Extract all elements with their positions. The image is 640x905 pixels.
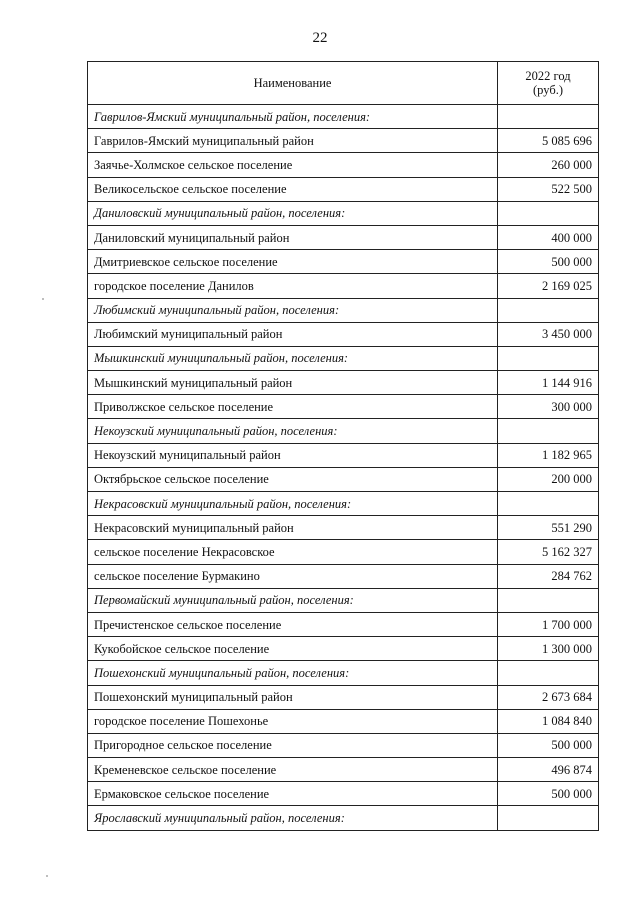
amount-cell: 1 182 965 bbox=[498, 443, 599, 467]
settlement-name-cell: Некоузский муниципальный район bbox=[88, 443, 498, 467]
settlement-name-cell: Заячье-Холмское сельское поселение bbox=[88, 153, 498, 177]
district-name-cell: Любимский муниципальный район, поселения: bbox=[88, 298, 498, 322]
settlement-name-cell: Некрасовский муниципальный район bbox=[88, 516, 498, 540]
table-row bbox=[88, 758, 599, 782]
amount-cell: 2 169 025 bbox=[498, 274, 599, 298]
amount-cell: 400 000 bbox=[498, 225, 599, 249]
amount-cell: 500 000 bbox=[498, 733, 599, 757]
amount-cell: 1 144 916 bbox=[498, 371, 599, 395]
column-header-name: Наименование bbox=[88, 62, 498, 105]
district-header-row bbox=[88, 419, 599, 443]
settlement-name-cell: Октябрьское сельское поселение bbox=[88, 467, 498, 491]
page-number: 22 bbox=[312, 30, 328, 46]
district-name-cell: Некоузский муниципальный район, поселения: bbox=[88, 419, 498, 443]
district-header-row bbox=[88, 298, 599, 322]
district-header-row bbox=[88, 105, 599, 129]
table-row bbox=[88, 709, 599, 733]
table-row bbox=[88, 685, 599, 709]
table-row bbox=[88, 467, 599, 491]
table-row bbox=[88, 225, 599, 249]
settlement-name-cell: Мышкинский муниципальный район bbox=[88, 371, 498, 395]
amount-cell: 1 300 000 bbox=[498, 637, 599, 661]
amount-cell bbox=[498, 419, 599, 443]
budget-table bbox=[87, 61, 599, 831]
scan-speck bbox=[42, 298, 44, 300]
settlement-name-cell: городское поселение Данилов bbox=[88, 274, 498, 298]
table-body bbox=[88, 105, 599, 831]
district-header-row bbox=[88, 201, 599, 225]
table-row bbox=[88, 371, 599, 395]
settlement-name-cell: сельское поселение Некрасовское bbox=[88, 540, 498, 564]
settlement-name-cell: сельское поселение Бурмакино bbox=[88, 564, 498, 588]
amount-cell: 500 000 bbox=[498, 782, 599, 806]
amount-cell bbox=[498, 346, 599, 370]
district-header-row bbox=[88, 661, 599, 685]
settlement-name-cell: Кременевское сельское поселение bbox=[88, 758, 498, 782]
amount-cell: 300 000 bbox=[498, 395, 599, 419]
table-row bbox=[88, 250, 599, 274]
amount-cell bbox=[498, 661, 599, 685]
amount-cell: 551 290 bbox=[498, 516, 599, 540]
table-row bbox=[88, 395, 599, 419]
amount-cell: 5 162 327 bbox=[498, 540, 599, 564]
scan-speck bbox=[46, 875, 48, 877]
column-header-unit: (руб.) bbox=[533, 83, 563, 97]
amount-cell: 3 450 000 bbox=[498, 322, 599, 346]
table-row bbox=[88, 443, 599, 467]
table-row bbox=[88, 540, 599, 564]
table-row bbox=[88, 516, 599, 540]
district-name-cell: Пошехонский муниципальный район, поселения: bbox=[88, 661, 498, 685]
settlement-name-cell: Дмитриевское сельское поселение bbox=[88, 250, 498, 274]
table-row bbox=[88, 564, 599, 588]
table-row bbox=[88, 322, 599, 346]
table-header-row bbox=[88, 62, 599, 105]
district-name-cell: Ярославский муниципальный район, поселения: bbox=[88, 806, 498, 830]
amount-cell bbox=[498, 492, 599, 516]
district-name-cell: Гаврилов-Ямский муниципальный район, поселения: bbox=[88, 105, 498, 129]
settlement-name-cell: Гаврилов-Ямский муниципальный район bbox=[88, 129, 498, 153]
settlement-name-cell: Приволжское сельское поселение bbox=[88, 395, 498, 419]
table-row bbox=[88, 129, 599, 153]
table-row bbox=[88, 274, 599, 298]
amount-cell: 1 084 840 bbox=[498, 709, 599, 733]
district-name-cell: Некрасовский муниципальный район, поселения: bbox=[88, 492, 498, 516]
district-name-cell: Первомайский муниципальный район, поселения: bbox=[88, 588, 498, 612]
amount-cell bbox=[498, 298, 599, 322]
amount-cell: 200 000 bbox=[498, 467, 599, 491]
amount-cell bbox=[498, 105, 599, 129]
settlement-name-cell: Пошехонский муниципальный район bbox=[88, 685, 498, 709]
district-header-row bbox=[88, 492, 599, 516]
table-row bbox=[88, 177, 599, 201]
table-row bbox=[88, 612, 599, 636]
table-row bbox=[88, 782, 599, 806]
table-row bbox=[88, 153, 599, 177]
table-row bbox=[88, 637, 599, 661]
settlement-name-cell: Ермаковское сельское поселение bbox=[88, 782, 498, 806]
amount-cell bbox=[498, 588, 599, 612]
district-header-row bbox=[88, 806, 599, 830]
amount-cell: 522 500 bbox=[498, 177, 599, 201]
amount-cell: 260 000 bbox=[498, 153, 599, 177]
amount-cell: 284 762 bbox=[498, 564, 599, 588]
amount-cell: 5 085 696 bbox=[498, 129, 599, 153]
amount-cell bbox=[498, 201, 599, 225]
column-header-amount bbox=[498, 62, 599, 105]
settlement-name-cell: Пречистенское сельское поселение bbox=[88, 612, 498, 636]
district-name-cell: Мышкинский муниципальный район, поселения: bbox=[88, 346, 498, 370]
settlement-name-cell: Любимский муниципальный район bbox=[88, 322, 498, 346]
amount-cell: 1 700 000 bbox=[498, 612, 599, 636]
amount-cell: 2 673 684 bbox=[498, 685, 599, 709]
settlement-name-cell: Даниловский муниципальный район bbox=[88, 225, 498, 249]
table-row bbox=[88, 733, 599, 757]
settlement-name-cell: городское поселение Пошехонье bbox=[88, 709, 498, 733]
settlement-name-cell: Кукобойское сельское поселение bbox=[88, 637, 498, 661]
settlement-name-cell: Пригородное сельское поселение bbox=[88, 733, 498, 757]
district-header-row bbox=[88, 588, 599, 612]
district-header-row bbox=[88, 346, 599, 370]
district-name-cell: Даниловский муниципальный район, поселения: bbox=[88, 201, 498, 225]
amount-cell bbox=[498, 806, 599, 830]
amount-cell: 496 874 bbox=[498, 758, 599, 782]
column-header-year: 2022 год bbox=[525, 69, 571, 83]
settlement-name-cell: Великосельское сельское поселение bbox=[88, 177, 498, 201]
amount-cell: 500 000 bbox=[498, 250, 599, 274]
